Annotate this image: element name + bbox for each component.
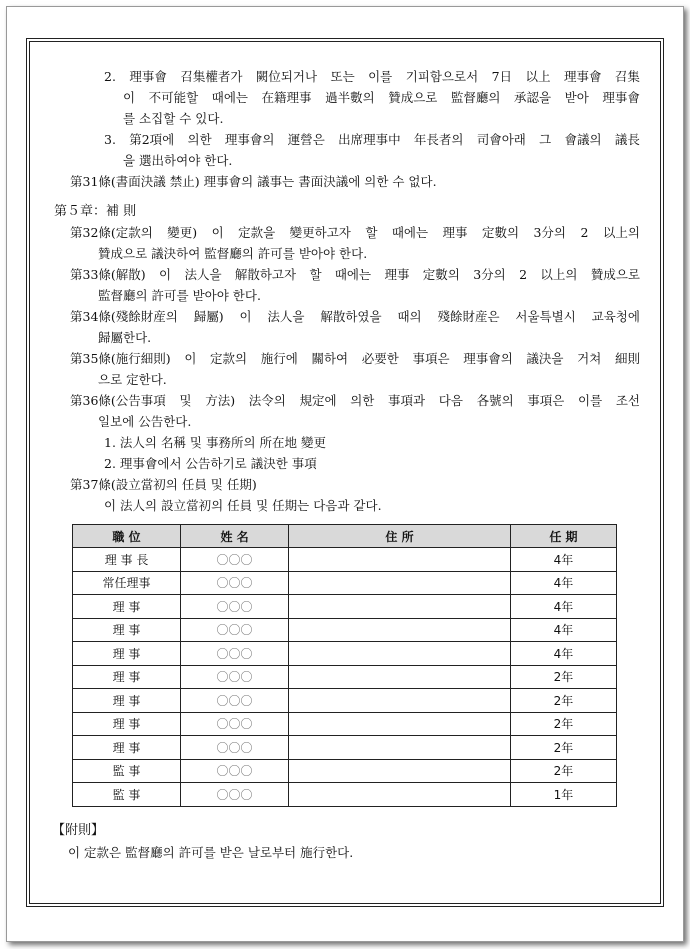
table-row — [73, 642, 617, 666]
cell-term: 1年 — [510, 783, 616, 807]
cell-position: 理 事 — [73, 736, 181, 760]
article-34-line-2: 歸屬한다. — [98, 330, 152, 345]
cell-name: 〇〇〇 — [181, 618, 289, 642]
article-32-line-2: 贊成으로 議決하여 監督廳의 許可를 받아야 한다. — [98, 246, 368, 261]
appendix-title: 【附則】 — [52, 823, 105, 838]
cell-name: 〇〇〇 — [181, 736, 289, 760]
cell-position: 理 事 — [73, 665, 181, 689]
table-row — [73, 571, 617, 595]
table-row — [73, 595, 617, 619]
cell-term: 2年 — [510, 736, 616, 760]
table-row — [73, 736, 617, 760]
cell-name: 〇〇〇 — [181, 759, 289, 783]
cell-position: 理 事 長 — [73, 548, 181, 572]
cell-position: 理 事 — [73, 689, 181, 713]
article-37-text: 이 法人의 設立當初의 任員 및 任期는 다음과 같다. — [104, 498, 382, 513]
header-address: 住 所 — [289, 525, 511, 548]
article-34-line-1: 第34條(殘餘財産의 歸屬) 이 法人을 解散하였을 때의 殘餘財産은 서울특별시 교육청에 — [70, 309, 640, 324]
articles-body — [50, 66, 640, 516]
cell-position: 理 事 — [73, 642, 181, 666]
table-row — [73, 665, 617, 689]
table-row — [73, 618, 617, 642]
clause-3-line-2: 을 選出하여야 한다. — [123, 153, 233, 168]
header-position: 職 位 — [73, 525, 181, 548]
cell-address — [289, 548, 511, 572]
cell-name: 〇〇〇 — [181, 712, 289, 736]
table-header-row — [73, 525, 617, 548]
cell-term: 4年 — [510, 618, 616, 642]
cell-position: 常任理事 — [73, 571, 181, 595]
cell-name: 〇〇〇 — [181, 595, 289, 619]
cell-address — [289, 571, 511, 595]
cell-name: 〇〇〇 — [181, 571, 289, 595]
cell-position: 理 事 — [73, 595, 181, 619]
cell-address — [289, 595, 511, 619]
cell-term: 2年 — [510, 712, 616, 736]
cell-address — [289, 712, 511, 736]
cell-address — [289, 665, 511, 689]
cell-position: 理 事 — [73, 618, 181, 642]
clause-2-line-1: 2. 理事會 召集權者가 闕位되거나 또는 이를 기피함으로서 7日 以上 理事會 召集 — [104, 69, 640, 84]
cell-address — [289, 736, 511, 760]
cell-term: 4年 — [510, 571, 616, 595]
cell-term: 2年 — [510, 759, 616, 783]
cell-term: 4年 — [510, 595, 616, 619]
cell-position: 監 事 — [73, 759, 181, 783]
cell-name: 〇〇〇 — [181, 665, 289, 689]
article-36-item-2: 2. 理事會에서 公告하기로 議決한 事項 — [104, 456, 317, 471]
cell-address — [289, 618, 511, 642]
chapter-5-heading: 第５章：補 則 — [54, 204, 137, 219]
cell-address — [289, 642, 511, 666]
clause-2-line-3: 를 소집할 수 있다. — [123, 111, 224, 126]
appendix-section — [52, 820, 353, 864]
article-36-item-1: 1. 法人의 名稱 및 事務所의 所在地 變更 — [104, 435, 326, 450]
article-32-line-1: 第32條(定款의 變更) 이 定款을 變更하고자 할 때에는 理事 定數의 3分의 2 以上의 — [70, 225, 640, 240]
officers-table — [72, 524, 617, 807]
cell-name: 〇〇〇 — [181, 548, 289, 572]
article-33-line-1: 第33條(解散) 이 法人을 解散하고자 할 때에는 理事 定數의 3分의 2 以上의 贊成으로 — [70, 267, 640, 282]
cell-term: 4年 — [510, 548, 616, 572]
cell-address — [289, 689, 511, 713]
article-36-line-2: 일보에 公告한다. — [98, 414, 192, 429]
cell-term: 2年 — [510, 665, 616, 689]
table-row — [73, 689, 617, 713]
cell-name: 〇〇〇 — [181, 642, 289, 666]
appendix-text: 이 定款은 監督廳의 許可를 받은 날로부터 施行한다. — [68, 845, 354, 860]
cell-address — [289, 759, 511, 783]
header-name: 姓 名 — [181, 525, 289, 548]
cell-address — [289, 783, 511, 807]
article-31: 第31條(書面決議 禁止) 理事會의 議事는 書面決議에 의한 수 없다. — [70, 174, 437, 189]
table-row — [73, 712, 617, 736]
article-35-line-2: 으로 定한다. — [98, 372, 167, 387]
cell-name: 〇〇〇 — [181, 783, 289, 807]
clause-2-line-2: 이 不可能할 때에는 在籍理事 過半數의 贊成으로 監督廳의 承認을 받아 理事會 — [123, 90, 640, 105]
article-35-line-1: 第35條(施行細則) 이 定款의 施行에 關하여 必要한 事項은 理事會의 議決을 거쳐 細則 — [70, 351, 640, 366]
clause-3-line-1: 3. 第2項에 의한 理事會의 運營은 出席理事中 年長者의 司會아래 그 會議의 議長 — [104, 132, 640, 147]
table-row — [73, 783, 617, 807]
table-row — [73, 548, 617, 572]
cell-term: 4年 — [510, 642, 616, 666]
cell-term: 2年 — [510, 689, 616, 713]
article-37-title: 第37條(設立當初의 任員 및 任期) — [70, 477, 257, 492]
header-term: 任 期 — [510, 525, 616, 548]
article-33-line-2: 監督廳의 許可를 받아야 한다. — [98, 288, 261, 303]
table-row — [73, 759, 617, 783]
cell-position: 理 事 — [73, 712, 181, 736]
cell-name: 〇〇〇 — [181, 689, 289, 713]
article-36-line-1: 第36條(公告事項 및 方法) 法令의 規定에 의한 事項과 다음 各號의 事項은 이를 조선 — [70, 393, 640, 408]
cell-position: 監 事 — [73, 783, 181, 807]
